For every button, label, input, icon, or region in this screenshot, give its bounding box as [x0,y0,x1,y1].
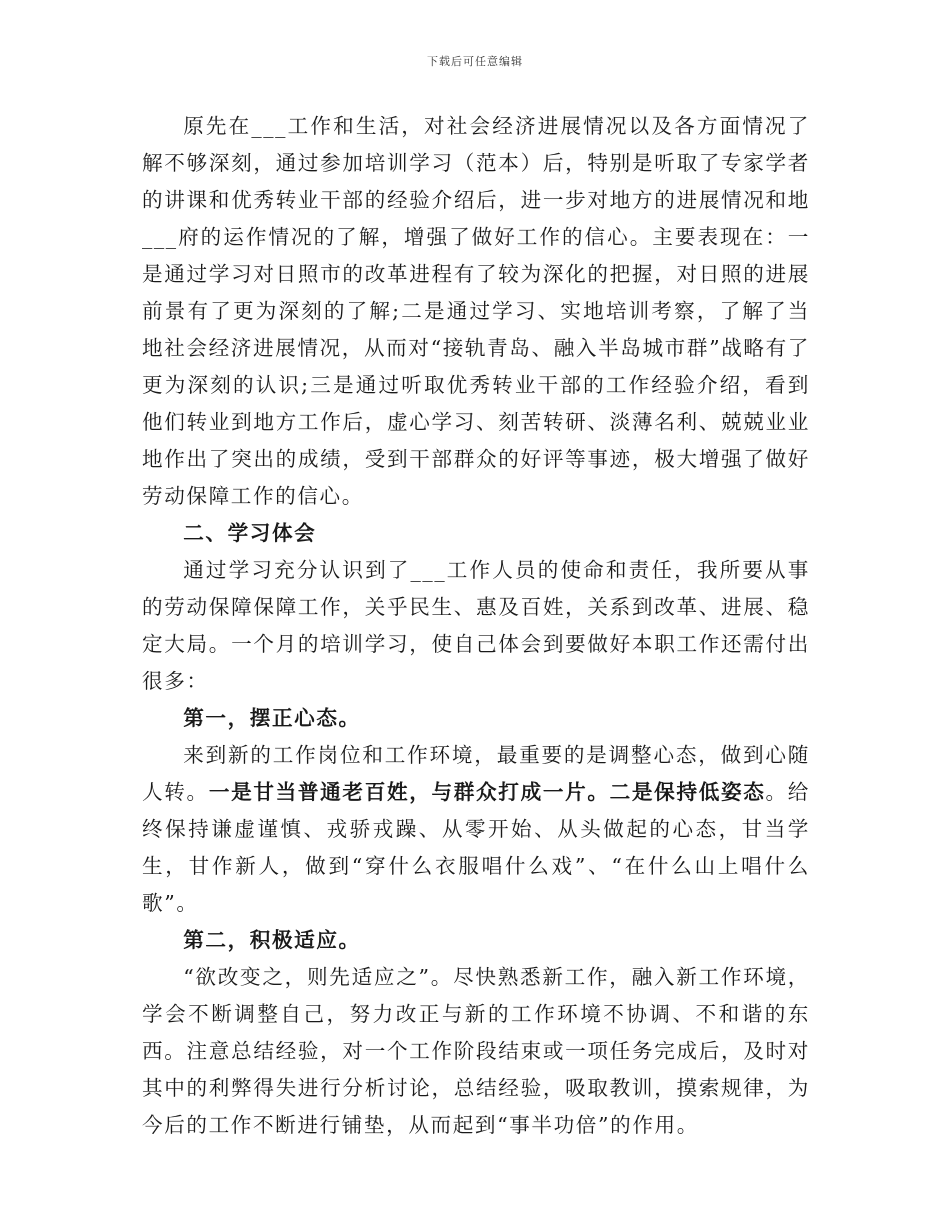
paragraph-intro: 原先在___工作和生活，对社会经济进展情况以及各方面情况了解不够深刻，通过参加培训学习（范本）后，特别是听取了专家学者的讲课和优秀转业干部的经验介绍后，进一步对地方的进展情况和地___府的运作情况的了解，增强了做好工作的信心。主要表现在：一是通过学习对日照市的改革进程有了较为深化的把握，对日照的进展前景有了更为深刻的了解;二是通过学习、实地培训考察，了解了当地社会经济进展情况，从而对“接轨青岛、融入半岛城市群”战略有了更为深刻的认识;三是通过听取优秀转业干部的工作经验介绍，看到他们转业到地方工作后，虚心学习、刻苦转研、淡薄名利、兢兢业业地作出了突出的成绩，受到干部群众的好评等事迹，极大增强了做好劳动保障工作的信心。 [142,114,810,508]
document-body [142,108,810,1144]
section-heading-learning: 二、学习体会 [183,521,317,545]
attitude-text-a: 来到新的工作岗位和工作环境，最重要的是调整心态，做到心随人转。 [142,743,810,804]
attitude-text-bold: 一是甘当普通老百姓，与群众打成一片。二是保持低姿态 [208,780,766,804]
header-note: 下载后可任意编辑 [427,55,523,68]
paragraph-learning: 通过学习充分认识到了___工作人员的使命和责任，我所要从事的劳动保障保障工作，关乎民生、惠及百姓，关系到改革、进展、稳定大局。一个月的培训学习，使自己体会到要做好本职工作还需付出很多： [142,558,810,693]
paragraph-attitude [142,737,810,922]
subheading-adapt: 第二，积极适应。 [183,928,361,952]
attitude-text-b: 。给终保持谦虚谨慎、戎骄戎躁、从零开始、从头做起的心态，甘当学生，甘作新人，做到“穿什么衣服唱什么戏”、“在什么山上唱什么歌”。 [142,780,810,915]
paragraph-adapt: “欲改变之，则先适应之”。尽快熟悉新工作，融入新工作环境，学会不断调整自己，努力改正与新的工作环境不协调、不和谐的东西。注意总结经验，对一个工作阶段结束或一项任务完成后，及时对其中的利弊得失进行分析讨论，总结经验，吸取教训，摸索规律，为今后的工作不断进行铺垫，从而起到“事半功倍”的作用。 [142,965,811,1137]
subheading-attitude: 第一，摆正心态。 [183,706,361,730]
